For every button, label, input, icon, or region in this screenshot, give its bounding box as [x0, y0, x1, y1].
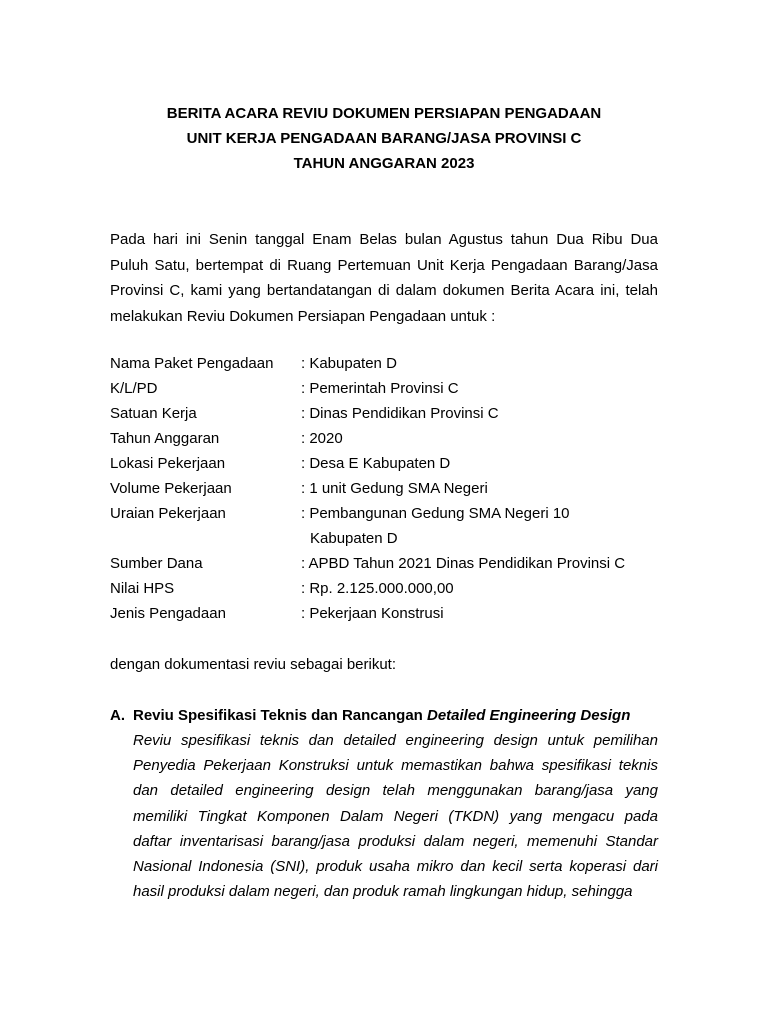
info-label: Jenis Pengadaan: [110, 605, 226, 622]
intro-paragraph: [110, 227, 658, 329]
info-label: Satuan Kerja: [110, 405, 197, 422]
info-row: [110, 551, 670, 576]
info-label: Volume Pekerjaan: [110, 480, 232, 497]
info-value: : Pemerintah Provinsi C: [301, 380, 459, 397]
section-a-heading: [110, 703, 658, 728]
info-row: [110, 601, 670, 626]
title-line-1: BERITA ACARA REVIU DOKUMEN PERSIAPAN PENGADAAN: [166, 105, 602, 122]
info-label: Nama Paket Pengadaan: [110, 355, 274, 372]
body-line: Nasional Indonesia (SNI), produk usaha mikro dan kecil serta koperasi dari: [133, 858, 658, 876]
info-label: Lokasi Pekerjaan: [110, 455, 226, 472]
documentation-note: dengan dokumentasi reviu sebagai berikut:: [110, 656, 397, 673]
info-value: : APBD Tahun 2021 Dinas Pendidikan Provinsi C: [301, 555, 626, 572]
info-value: : 2020: [301, 430, 343, 447]
info-label: Uraian Pekerjaan: [110, 505, 226, 522]
procurement-info-table: [110, 351, 670, 626]
section-title: [133, 703, 630, 728]
body-line: dan detailed engineering design telah menggunakan barang/jasa yang: [133, 782, 658, 800]
info-row: [110, 376, 670, 401]
info-value: : Desa E Kabupaten D: [301, 455, 451, 472]
info-value: : Pekerjaan Konstrusi: [301, 605, 444, 622]
intro-line: Puluh Satu, bertempat di Ruang Pertemuan Unit Kerja Pengadaan Barang/Jasa: [110, 256, 658, 274]
intro-line: melakukan Reviu Dokumen Persiapan Pengadaan untuk :: [110, 307, 496, 325]
info-value-continuation: Kabupaten D: [310, 530, 398, 547]
info-row: [110, 351, 670, 376]
info-value: : Kabupaten D: [301, 355, 397, 372]
info-label: K/L/PD: [110, 380, 158, 397]
info-label: Nilai HPS: [110, 580, 175, 597]
info-label: Sumber Dana: [110, 555, 203, 572]
info-label: [110, 526, 301, 551]
info-row: [110, 451, 670, 476]
info-row: [110, 401, 670, 426]
info-row: [110, 476, 670, 501]
section-title-italic: Detailed Engineering Design: [427, 707, 631, 724]
info-value: : 1 unit Gedung SMA Negeri: [301, 480, 488, 497]
info-value: : Dinas Pendidikan Provinsi C: [301, 405, 499, 422]
intro-line: Pada hari ini Senin tanggal Enam Belas bulan Agustus tahun Dua Ribu Dua: [110, 231, 658, 248]
body-line: Penyedia Pekerjaan Konstruksi untuk memastikan bahwa spesifikasi teknis: [133, 757, 658, 775]
info-value: : Rp. 2.125.000.000,00: [301, 580, 454, 597]
intro-line: Provinsi C, kami yang bertandatangan di dalam dokumen Berita Acara ini, telah: [110, 282, 658, 299]
info-row: [110, 526, 670, 551]
info-label: Tahun Anggaran: [110, 430, 220, 447]
document-title: [0, 101, 768, 176]
title-line-2: UNIT KERJA PENGADAAN BARANG/JASA PROVINSI C: [186, 130, 582, 147]
body-line: memiliki Tingkat Komponen Dalam Negeri (TKDN) yang mengacu pada: [133, 807, 658, 825]
info-row: [110, 576, 670, 601]
section-letter: A.: [110, 707, 125, 724]
section-a: [110, 703, 658, 904]
section-a-body: [133, 728, 658, 904]
body-line: Reviu spesifikasi teknis dan detailed engineering design untuk pemilihan: [133, 732, 658, 749]
section-title-plain: Reviu Spesifikasi Teknis dan Rancangan: [133, 707, 427, 724]
body-line: daftar inventarisasi barang/jasa produksi dalam negeri, memenuhi Standar: [133, 832, 658, 850]
info-value: : Pembangunan Gedung SMA Negeri 10: [301, 505, 570, 522]
info-row: [110, 426, 670, 451]
title-line-3: TAHUN ANGGARAN 2023: [293, 155, 475, 172]
body-line: hasil produksi dalam negeri, dan produk ramah lingkungan hidup, sehingga: [133, 883, 633, 901]
info-row: [110, 501, 670, 526]
